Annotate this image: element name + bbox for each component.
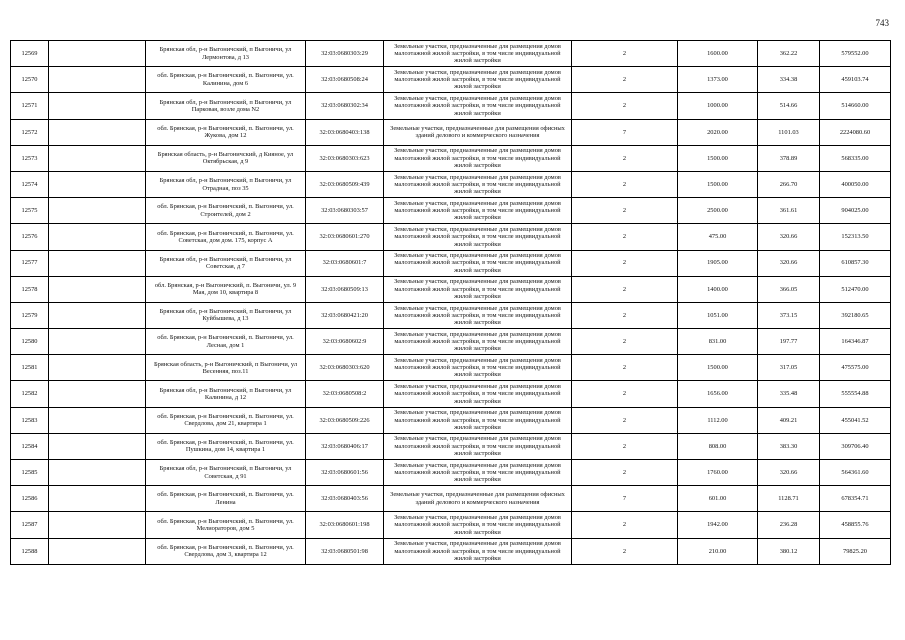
specific-value-cell: 317.05 bbox=[758, 355, 820, 381]
cadastral-value-cell: 678354.71 bbox=[820, 486, 891, 512]
cadastral-value-cell: 400050.00 bbox=[820, 171, 891, 197]
group-cell: 2 bbox=[572, 460, 678, 486]
row-number-cell: 12579 bbox=[11, 302, 49, 328]
cadastral-value-cell: 475575.00 bbox=[820, 355, 891, 381]
table-row bbox=[11, 433, 891, 459]
address-cell: Брянская обл, р-н Выгоничский, п Выгоничи, ул Куйбышева, д 13 bbox=[146, 302, 306, 328]
area-cell: 1942.00 bbox=[678, 512, 758, 538]
empty-cell bbox=[49, 119, 146, 145]
cadastral-number-cell: 32:03:0680508:2 bbox=[306, 381, 384, 407]
specific-value-cell: 320.66 bbox=[758, 224, 820, 250]
cadastral-number-cell: 32:03:0680601:56 bbox=[306, 460, 384, 486]
group-cell: 7 bbox=[572, 119, 678, 145]
row-number-cell: 12571 bbox=[11, 93, 49, 119]
table-row bbox=[11, 538, 891, 564]
cadastral-value-cell: 610857.30 bbox=[820, 250, 891, 276]
address-cell: обл. Брянская, р-н Выгоничский, п. Выгоничи, ул. Жукова, дом 12 bbox=[146, 119, 306, 145]
row-number-cell: 12575 bbox=[11, 198, 49, 224]
land-use-cell: Земельные участки, предназначенные для размещения домов малоэтажной жилой застройки, в том числе индивидуальной жилой застройки bbox=[384, 276, 572, 302]
cadastral-value-cell: 555554.88 bbox=[820, 381, 891, 407]
cadastral-value-cell: 2224080.60 bbox=[820, 119, 891, 145]
specific-value-cell: 361.61 bbox=[758, 198, 820, 224]
table-row bbox=[11, 486, 891, 512]
land-use-cell: Земельные участки, предназначенные для размещения домов малоэтажной жилой застройки, в том числе индивидуальной жилой застройки bbox=[384, 224, 572, 250]
empty-cell bbox=[49, 302, 146, 328]
empty-cell bbox=[49, 433, 146, 459]
empty-cell bbox=[49, 41, 146, 67]
group-cell: 2 bbox=[572, 250, 678, 276]
table-row bbox=[11, 93, 891, 119]
group-cell: 2 bbox=[572, 433, 678, 459]
row-number-cell: 12578 bbox=[11, 276, 49, 302]
row-number-cell: 12570 bbox=[11, 67, 49, 93]
row-number-cell: 12569 bbox=[11, 41, 49, 67]
land-use-cell: Земельные участки, предназначенные для размещения домов малоэтажной жилой застройки, в том числе индивидуальной жилой застройки bbox=[384, 41, 572, 67]
address-cell: обл. Брянская, р-н Выгоничский, п. Выгоничи, ул. Ленина bbox=[146, 486, 306, 512]
page-number: 743 bbox=[875, 18, 889, 28]
specific-value-cell: 320.66 bbox=[758, 460, 820, 486]
land-use-cell: Земельные участки, предназначенные для размещения домов малоэтажной жилой застройки, в том числе индивидуальной жилой застройки bbox=[384, 381, 572, 407]
land-use-cell: Земельные участки, предназначенные для размещения домов малоэтажной жилой застройки, в том числе индивидуальной жилой застройки bbox=[384, 302, 572, 328]
empty-cell bbox=[49, 538, 146, 564]
address-cell: Брянская область, р-н Выгоничский, п Выгоничи, ул Весенняя, поз.11 bbox=[146, 355, 306, 381]
empty-cell bbox=[49, 329, 146, 355]
empty-cell bbox=[49, 512, 146, 538]
group-cell: 2 bbox=[572, 276, 678, 302]
cadastral-value-cell: 164346.87 bbox=[820, 329, 891, 355]
cadastral-number-cell: 32:03:0680601:7 bbox=[306, 250, 384, 276]
specific-value-cell: 373.15 bbox=[758, 302, 820, 328]
row-number-cell: 12576 bbox=[11, 224, 49, 250]
cadastral-value-cell: 79825.20 bbox=[820, 538, 891, 564]
area-cell: 1905.00 bbox=[678, 250, 758, 276]
cadastral-number-cell: 32:03:0680303:623 bbox=[306, 145, 384, 171]
land-use-cell: Земельные участки, предназначенные для размещения домов малоэтажной жилой застройки, в том числе индивидуальной жилой застройки bbox=[384, 538, 572, 564]
table-row bbox=[11, 381, 891, 407]
empty-cell bbox=[49, 171, 146, 197]
area-cell: 1656.00 bbox=[678, 381, 758, 407]
specific-value-cell: 266.70 bbox=[758, 171, 820, 197]
group-cell: 2 bbox=[572, 302, 678, 328]
cadastral-number-cell: 32:03:0680508:24 bbox=[306, 67, 384, 93]
row-number-cell: 12582 bbox=[11, 381, 49, 407]
group-cell: 2 bbox=[572, 145, 678, 171]
table-row bbox=[11, 198, 891, 224]
area-cell: 1000.00 bbox=[678, 93, 758, 119]
cadastral-value-cell: 904025.00 bbox=[820, 198, 891, 224]
group-cell: 2 bbox=[572, 93, 678, 119]
address-cell: обл. Брянская, р-н Выгоничский, п. Выгоничи, ул. Мелиораторов, дом 5 bbox=[146, 512, 306, 538]
empty-cell bbox=[49, 224, 146, 250]
address-cell: Брянская обл, р-н Выгоничский, п Выгоничи, ул Советская, д 7 bbox=[146, 250, 306, 276]
group-cell: 2 bbox=[572, 381, 678, 407]
land-use-cell: Земельные участки, предназначенные для размещения домов малоэтажной жилой застройки, в том числе индивидуальной жилой застройки bbox=[384, 145, 572, 171]
specific-value-cell: 236.28 bbox=[758, 512, 820, 538]
land-use-cell: Земельные участки, предназначенные для размещения домов малоэтажной жилой застройки, в том числе индивидуальной жилой застройки bbox=[384, 512, 572, 538]
cadastral-number-cell: 32:03:0680303:620 bbox=[306, 355, 384, 381]
cadastral-number-cell: 32:03:0680421:20 bbox=[306, 302, 384, 328]
empty-cell bbox=[49, 250, 146, 276]
land-use-cell: Земельные участки, предназначенные для размещения домов малоэтажной жилой застройки, в том числе индивидуальной жилой застройки bbox=[384, 171, 572, 197]
area-cell: 1373.00 bbox=[678, 67, 758, 93]
group-cell: 2 bbox=[572, 407, 678, 433]
area-cell: 1112.00 bbox=[678, 407, 758, 433]
specific-value-cell: 409.21 bbox=[758, 407, 820, 433]
table-row bbox=[11, 302, 891, 328]
address-cell: обл. Брянская, р-н Выгоничский, п. Выгоничи, ул. Свердлова, дом 21, квартира 1 bbox=[146, 407, 306, 433]
row-number-cell: 12573 bbox=[11, 145, 49, 171]
table-row bbox=[11, 67, 891, 93]
row-number-cell: 12583 bbox=[11, 407, 49, 433]
cadastral-number-cell: 32:03:0680403:56 bbox=[306, 486, 384, 512]
table-row bbox=[11, 355, 891, 381]
specific-value-cell: 335.48 bbox=[758, 381, 820, 407]
address-cell: Брянская обл, р-н Выгоничский, п Выгоничи, ул Лермонтова, д 13 bbox=[146, 41, 306, 67]
land-use-cell: Земельные участки, предназначенные для размещения офисных зданий делового и коммерческого назначения bbox=[384, 486, 572, 512]
area-cell: 1600.00 bbox=[678, 41, 758, 67]
table-row bbox=[11, 119, 891, 145]
specific-value-cell: 380.12 bbox=[758, 538, 820, 564]
group-cell: 2 bbox=[572, 329, 678, 355]
row-number-cell: 12574 bbox=[11, 171, 49, 197]
cadastral-number-cell: 32:03:0680302:34 bbox=[306, 93, 384, 119]
row-number-cell: 12584 bbox=[11, 433, 49, 459]
empty-cell bbox=[49, 486, 146, 512]
area-cell: 2500.00 bbox=[678, 198, 758, 224]
area-cell: 1500.00 bbox=[678, 171, 758, 197]
group-cell: 2 bbox=[572, 512, 678, 538]
specific-value-cell: 362.22 bbox=[758, 41, 820, 67]
cadastral-value-cell: 579552.00 bbox=[820, 41, 891, 67]
cadastral-number-cell: 32:03:0680509:439 bbox=[306, 171, 384, 197]
table-row bbox=[11, 41, 891, 67]
area-cell: 1400.00 bbox=[678, 276, 758, 302]
area-cell: 831.00 bbox=[678, 329, 758, 355]
area-cell: 808.00 bbox=[678, 433, 758, 459]
group-cell: 2 bbox=[572, 198, 678, 224]
cadastral-value-cell: 459103.74 bbox=[820, 67, 891, 93]
empty-cell bbox=[49, 381, 146, 407]
specific-value-cell: 197.77 bbox=[758, 329, 820, 355]
empty-cell bbox=[49, 460, 146, 486]
land-use-cell: Земельные участки, предназначенные для размещения домов малоэтажной жилой застройки, в том числе индивидуальной жилой застройки bbox=[384, 93, 572, 119]
specific-value-cell: 514.66 bbox=[758, 93, 820, 119]
empty-cell bbox=[49, 93, 146, 119]
land-use-cell: Земельные участки, предназначенные для размещения офисных зданий делового и коммерческого назначения bbox=[384, 119, 572, 145]
row-number-cell: 12577 bbox=[11, 250, 49, 276]
group-cell: 2 bbox=[572, 224, 678, 250]
row-number-cell: 12585 bbox=[11, 460, 49, 486]
address-cell: обл. Брянская, р-н Выгоничский, п. Выгоничи, ул. Пушкина, дом 14, квартира 1 bbox=[146, 433, 306, 459]
address-cell: обл. Брянская, р-н Выгоничский, п. Выгоничи, ул. 9 Мая, дом 10, квартира 8 bbox=[146, 276, 306, 302]
group-cell: 2 bbox=[572, 538, 678, 564]
table-row bbox=[11, 145, 891, 171]
group-cell: 7 bbox=[572, 486, 678, 512]
row-number-cell: 12572 bbox=[11, 119, 49, 145]
cadastral-number-cell: 32:03:0680602:9 bbox=[306, 329, 384, 355]
address-cell: Брянская область, р-н Выгоничский, д Кияное, ул Октябрьская, д 9 bbox=[146, 145, 306, 171]
table-row bbox=[11, 329, 891, 355]
land-use-cell: Земельные участки, предназначенные для размещения домов малоэтажной жилой застройки, в том числе индивидуальной жилой застройки bbox=[384, 407, 572, 433]
group-cell: 2 bbox=[572, 41, 678, 67]
table-row bbox=[11, 224, 891, 250]
group-cell: 2 bbox=[572, 355, 678, 381]
address-cell: обл. Брянская, р-н Выгоничский, п. Выгоничи, ул. Советская, дом дом. 175, корпус А bbox=[146, 224, 306, 250]
cadastral-value-table bbox=[10, 40, 891, 565]
area-cell: 1500.00 bbox=[678, 145, 758, 171]
cadastral-number-cell: 32:03:0680303:29 bbox=[306, 41, 384, 67]
area-cell: 1500.00 bbox=[678, 355, 758, 381]
specific-value-cell: 378.89 bbox=[758, 145, 820, 171]
empty-cell bbox=[49, 407, 146, 433]
cadastral-value-cell: 152313.50 bbox=[820, 224, 891, 250]
row-number-cell: 12588 bbox=[11, 538, 49, 564]
empty-cell bbox=[49, 355, 146, 381]
area-cell: 2020.00 bbox=[678, 119, 758, 145]
empty-cell bbox=[49, 276, 146, 302]
cadastral-number-cell: 32:03:0680501:98 bbox=[306, 538, 384, 564]
cadastral-value-cell: 458855.76 bbox=[820, 512, 891, 538]
land-use-cell: Земельные участки, предназначенные для размещения домов малоэтажной жилой застройки, в том числе индивидуальной жилой застройки bbox=[384, 198, 572, 224]
address-cell: обл. Брянская, р-н Выгоничский, п. Выгоничи, ул. Строителей, дом 2 bbox=[146, 198, 306, 224]
specific-value-cell: 1128.71 bbox=[758, 486, 820, 512]
land-use-cell: Земельные участки, предназначенные для размещения домов малоэтажной жилой застройки, в том числе индивидуальной жилой застройки bbox=[384, 460, 572, 486]
table-row bbox=[11, 171, 891, 197]
address-cell: Брянская обл, р-н Выгоничский, п Выгоничи, ул Калинина, д 12 bbox=[146, 381, 306, 407]
land-use-cell: Земельные участки, предназначенные для размещения домов малоэтажной жилой застройки, в том числе индивидуальной жилой застройки bbox=[384, 433, 572, 459]
area-cell: 601.00 bbox=[678, 486, 758, 512]
empty-cell bbox=[49, 145, 146, 171]
cadastral-value-cell: 455041.52 bbox=[820, 407, 891, 433]
area-cell: 1760.00 bbox=[678, 460, 758, 486]
address-cell: обл. Брянская, р-н Выгоничский, п. Выгоничи, ул. Свердлова, дом 3, квартира 12 bbox=[146, 538, 306, 564]
area-cell: 210.00 bbox=[678, 538, 758, 564]
area-cell: 475.00 bbox=[678, 224, 758, 250]
address-cell: обл. Брянская, р-н Выгоничский, п. Выгоничи, ул. Лесная, дом 1 bbox=[146, 329, 306, 355]
cadastral-number-cell: 32:03:0680509:226 bbox=[306, 407, 384, 433]
cadastral-number-cell: 32:03:0680601:270 bbox=[306, 224, 384, 250]
cadastral-number-cell: 32:03:0680601:198 bbox=[306, 512, 384, 538]
cadastral-value-cell: 309706.40 bbox=[820, 433, 891, 459]
cadastral-number-cell: 32:03:0680509:13 bbox=[306, 276, 384, 302]
address-cell: Брянская обл, р-н Выгоничский, п Выгоничи, ул Отрадная, поз 35 bbox=[146, 171, 306, 197]
land-use-cell: Земельные участки, предназначенные для размещения домов малоэтажной жилой застройки, в том числе индивидуальной жилой застройки bbox=[384, 329, 572, 355]
specific-value-cell: 320.66 bbox=[758, 250, 820, 276]
address-cell: обл. Брянская, р-н Выгоничский, п. Выгоничи, ул. Калинина, дом 6 bbox=[146, 67, 306, 93]
table-row bbox=[11, 276, 891, 302]
group-cell: 2 bbox=[572, 67, 678, 93]
specific-value-cell: 383.30 bbox=[758, 433, 820, 459]
table-row bbox=[11, 460, 891, 486]
specific-value-cell: 334.38 bbox=[758, 67, 820, 93]
row-number-cell: 12580 bbox=[11, 329, 49, 355]
address-cell: Брянская обл, р-н Выгоничский, п Выгоничи, ул Советская, д 91 bbox=[146, 460, 306, 486]
cadastral-value-cell: 514660.00 bbox=[820, 93, 891, 119]
specific-value-cell: 1101.03 bbox=[758, 119, 820, 145]
land-use-cell: Земельные участки, предназначенные для размещения домов малоэтажной жилой застройки, в том числе индивидуальной жилой застройки bbox=[384, 67, 572, 93]
cadastral-number-cell: 32:03:0680403:138 bbox=[306, 119, 384, 145]
specific-value-cell: 366.05 bbox=[758, 276, 820, 302]
table-row bbox=[11, 407, 891, 433]
empty-cell bbox=[49, 67, 146, 93]
group-cell: 2 bbox=[572, 171, 678, 197]
area-cell: 1051.00 bbox=[678, 302, 758, 328]
land-use-cell: Земельные участки, предназначенные для размещения домов малоэтажной жилой застройки, в том числе индивидуальной жилой застройки bbox=[384, 355, 572, 381]
address-cell: Брянская обл, р-н Выгоничский, п Выгоничи, ул Парковая, возле дома N2 bbox=[146, 93, 306, 119]
cadastral-value-cell: 392180.65 bbox=[820, 302, 891, 328]
cadastral-value-cell: 568335.00 bbox=[820, 145, 891, 171]
empty-cell bbox=[49, 198, 146, 224]
cadastral-value-cell: 564361.60 bbox=[820, 460, 891, 486]
row-number-cell: 12586 bbox=[11, 486, 49, 512]
table-row bbox=[11, 250, 891, 276]
table-row bbox=[11, 512, 891, 538]
row-number-cell: 12581 bbox=[11, 355, 49, 381]
land-use-cell: Земельные участки, предназначенные для размещения домов малоэтажной жилой застройки, в том числе индивидуальной жилой застройки bbox=[384, 250, 572, 276]
cadastral-number-cell: 32:03:0680406:17 bbox=[306, 433, 384, 459]
cadastral-number-cell: 32:03:0680303:57 bbox=[306, 198, 384, 224]
cadastral-value-cell: 512470.00 bbox=[820, 276, 891, 302]
row-number-cell: 12587 bbox=[11, 512, 49, 538]
